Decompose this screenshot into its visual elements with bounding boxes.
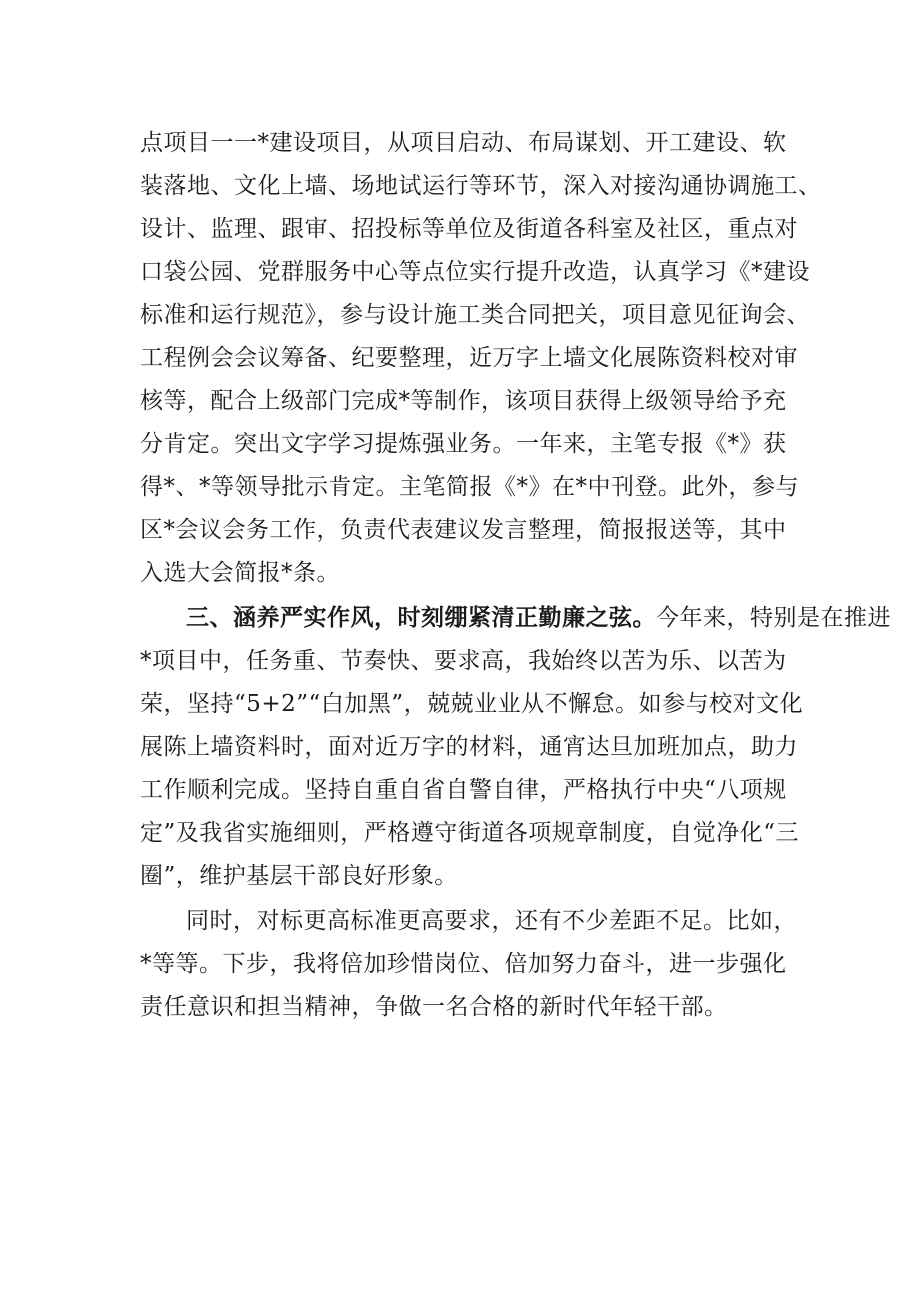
paragraph-line: 核等，配合上级部门完成*等制作，该项目获得上级领导给予充 bbox=[140, 388, 787, 414]
paragraph-line: 点项目一一*建设项目，从项目启动、布局谋划、开工建设、软 bbox=[140, 130, 787, 156]
paragraph-line: 分肯定。突出文字学习提炼强业务。一年来，主笔专报《*》获 bbox=[140, 431, 787, 457]
paragraph-line: 区*会议会务工作，负责代表建议发言整理，简报报送等，其中 bbox=[140, 517, 787, 543]
paragraph-line: 口袋公园、党群服务中心等点位实行提升改造，认真学习《*建设 bbox=[140, 259, 810, 285]
paragraph-line: 工作顺利完成。坚持自重自省自警自律，严格执行中央“八项规 bbox=[140, 777, 787, 803]
paragraph-line: 工程例会会议筹备、纪要整理，近万字上墙文化展陈资料校对审 bbox=[140, 345, 798, 371]
paragraph-line: 圈”，维护基层干部良好形象。 bbox=[140, 863, 458, 889]
section-3-heading-rest: 今年来，特别是在推进 bbox=[656, 605, 891, 631]
paragraph-line: *项目中，任务重、节奏快、要求高，我始终以苦为乐、以苦为 bbox=[140, 648, 787, 674]
paragraph-line: 入选大会简报*条。 bbox=[140, 560, 340, 586]
paragraph-line: 责任意识和担当精神，争做一名合格的新时代年轻干部。 bbox=[140, 994, 728, 1020]
section-3-heading: 三、涵养严实作风，时刻绷紧清正勤廉之弦。 bbox=[186, 605, 656, 631]
paragraph-line: 定”及我省实施细则，严格遵守街道各项规章制度，自觉净化“三 bbox=[140, 820, 800, 846]
section-3-first-line bbox=[186, 597, 891, 639]
paragraph-line: 展陈上墙资料时，面对近万字的材料，通宵达旦加班加点，助力 bbox=[140, 734, 798, 760]
closing-paragraph-first-line: 同时，对标更高标准更高要求，还有不少差距不足。比如， bbox=[186, 908, 797, 934]
paragraph-line: *等等。下步，我将倍加珍惜岗位、倍加努力奋斗，进一步强化 bbox=[140, 951, 787, 977]
paragraph-line: 标准和运行规范》，参与设计施工类合同把关，项目意见征询会、 bbox=[140, 302, 810, 328]
paragraph-line: 设计、监理、跟审、招投标等单位及街道各科室及社区，重点对 bbox=[140, 216, 798, 242]
paragraph-line: 荣，坚持“5+2”“白加黑”，兢兢业业从不懈怠。如参与校对文化 bbox=[140, 691, 804, 717]
paragraph-line: 装落地、文化上墙、场地试运行等环节，深入对接沟通协调施工、 bbox=[140, 173, 822, 199]
paragraph-line: 得*、*等领导批示肯定。主笔简报《*》在*中刊登。此外，参与 bbox=[140, 474, 799, 500]
